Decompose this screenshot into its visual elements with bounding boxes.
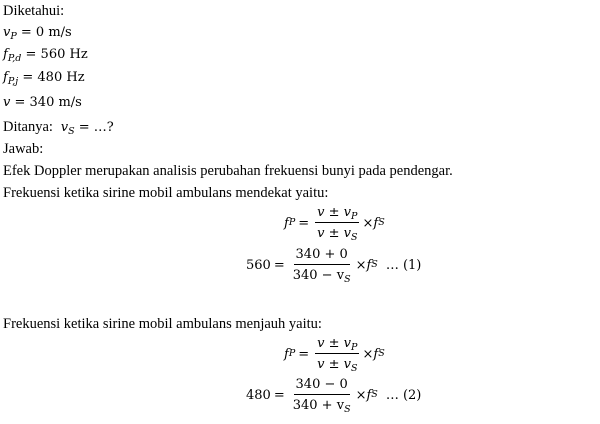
diketahui-heading: Diketahui: — [3, 3, 65, 19]
equation-1: 560 = $\frac{340 + 0}{340 - v_S}$ × f S … (1) — [246, 247, 422, 285]
given-v: v = 340 m/s — [3, 95, 82, 110]
equation-2: 480 = $\frac{340 - 0}{340 + v_S}$ × f S … (2) — [246, 377, 422, 415]
ditanya-line: Ditanya: $v_S$ = …? — [3, 119, 114, 137]
intro-text: Efek Doppler merupakan analisis perubahan frekuensi bunyi pada pendengar. — [3, 163, 453, 179]
given-fpd: $f_{P,d} = 560$ Hz — [3, 47, 88, 64]
menjauh-text: Frekuensi ketika sirine mobil ambulans menjauh yaitu: — [3, 316, 322, 332]
given-vp: $v_P = 0$ m/s — [3, 25, 72, 42]
doppler-formula-2: f P = $\frac{v \pm v_P}{v \pm v_S}$ × f S — [284, 336, 385, 374]
jawab-heading: Jawab: — [3, 141, 44, 157]
mendekat-text: Frekuensi ketika sirine mobil ambulans mendekat yaitu: — [3, 185, 329, 201]
doppler-formula-1: f P = $\frac{v \pm v_P}{v \pm v_S}$ × f S — [284, 205, 385, 243]
given-fpj: $f_{P,j} = 480$ Hz — [3, 70, 85, 87]
